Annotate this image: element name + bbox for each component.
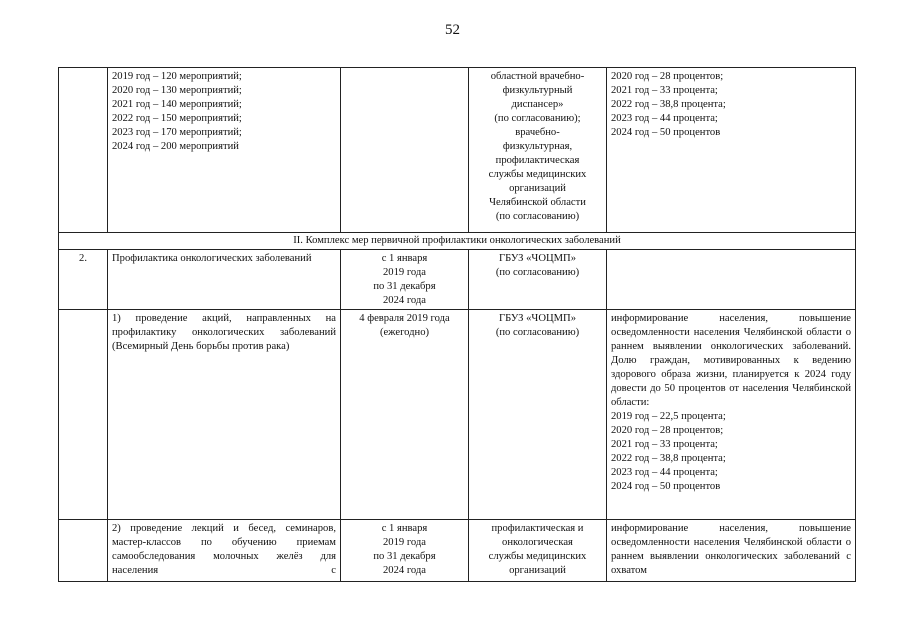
table-row-2 — [59, 250, 856, 310]
page-number: 52 — [445, 22, 460, 38]
row-number-cell: 2. — [59, 250, 108, 310]
result-paragraph: информирование населения, повышение осведомленности населения Челябинской области о раннем выявлении онкологических заболеваний. Долю граждан, мотивированных к ведению здорового образа жизни, планируется к 2024 году довести до 50 процентов от населения Челябинской области: — [611, 313, 851, 408]
executor-cell — [469, 68, 607, 233]
executor-line: ГБУЗ «ЧОЦМП» — [498, 253, 576, 264]
result-line: 2021 год – 33 процента; — [611, 439, 718, 450]
event-line: 2023 год – 170 мероприятий; — [112, 127, 242, 138]
row-number-cell — [59, 520, 108, 582]
row-number-cell — [59, 68, 108, 233]
event-line: 2022 год – 150 мероприятий; — [112, 113, 242, 124]
executor-cell — [469, 250, 607, 310]
period-line: 2024 года — [382, 565, 426, 576]
result-line: 2023 год – 44 процента; — [611, 467, 718, 478]
executor-line: (по согласованию); — [494, 113, 581, 124]
result-line: 2020 год – 28 процентов; — [611, 425, 724, 436]
period-line: (ежегодно) — [379, 327, 430, 338]
table-row-continuation — [59, 68, 856, 233]
event-line: 2019 год – 120 мероприятий; — [112, 71, 242, 82]
executor-line: службы медицинских — [488, 551, 587, 562]
executor-line: онкологическая — [502, 537, 573, 548]
result-line: 2022 год – 38,8 процента; — [611, 99, 726, 110]
result-cell — [607, 68, 856, 233]
executor-line: физкультурный — [502, 85, 573, 96]
period-line: 2019 года — [382, 537, 426, 548]
period-line: с 1 января — [381, 253, 428, 264]
period-line: с 1 января — [381, 523, 428, 534]
result-cell — [607, 250, 856, 310]
event-cell: Профилактика онкологических заболеваний — [108, 250, 341, 310]
executor-line: (по согласованию) — [495, 211, 580, 222]
result-cell: информирование населения, повышение осведомленности населения Челябинской области о раннем выявлении онкологических заболеваний с охватом — [607, 520, 856, 582]
period-line: 4 февраля 2019 года — [359, 313, 450, 324]
executor-cell — [469, 310, 607, 520]
executor-line: организаций — [509, 183, 566, 194]
result-line: 2020 год – 28 процентов; — [611, 71, 724, 82]
table-row-2-2 — [59, 520, 856, 582]
event-cell — [108, 68, 341, 233]
section-heading-row — [59, 233, 856, 250]
result-line: 2024 год – 50 процентов — [611, 127, 721, 138]
period-cell — [341, 310, 469, 520]
executor-line: (по согласованию) — [495, 267, 580, 278]
executor-line: ГБУЗ «ЧОЦМП» — [498, 313, 576, 324]
row-number-cell — [59, 310, 108, 520]
result-line: 2023 год – 44 процента; — [611, 113, 718, 124]
event-line: 2024 год – 200 мероприятий — [112, 141, 239, 152]
result-line: 2022 год – 38,8 процента; — [611, 453, 726, 464]
executor-line: профилактическая — [495, 155, 580, 166]
executor-cell — [469, 520, 607, 582]
event-line: 2020 год – 130 мероприятий; — [112, 85, 242, 96]
executor-line: Челябинской области — [489, 197, 586, 208]
executor-line: областной врачебно- — [490, 71, 585, 82]
period-cell — [341, 68, 469, 233]
period-cell — [341, 250, 469, 310]
executor-line: врачебно- — [515, 127, 560, 138]
event-cell: 1) проведение акций, направленных на профилактику онкологических заболеваний (Всемирный День борьбы против рака) — [108, 310, 341, 520]
executor-line: (по согласованию) — [495, 327, 580, 338]
executor-line: профилактическая и — [491, 523, 584, 534]
period-line: 2024 года — [382, 295, 426, 306]
executor-line: физкультурная, — [502, 141, 573, 152]
period-line: 2019 года — [382, 267, 426, 278]
period-line: по 31 декабря — [373, 551, 436, 562]
result-line: 2019 год – 22,5 процента; — [611, 411, 726, 422]
executor-line: службы медицинских — [488, 169, 587, 180]
executor-line: диспансер» — [511, 99, 564, 110]
measures-table — [58, 67, 856, 582]
result-line: 2021 год – 33 процента; — [611, 85, 718, 96]
event-cell: 2) проведение лекций и бесед, семинаров, мастер-классов по обучению приемам самообследования молочных желёз для населения с — [108, 520, 341, 582]
section-title: II. Комплекс мер первичной профилактики онкологических заболеваний — [59, 233, 856, 250]
executor-line: организаций — [509, 565, 566, 576]
result-line: 2024 год – 50 процентов — [611, 481, 721, 492]
period-cell — [341, 520, 469, 582]
period-line: по 31 декабря — [373, 281, 436, 292]
result-cell — [607, 310, 856, 520]
event-line: 2021 год – 140 мероприятий; — [112, 99, 242, 110]
table-row-2-1 — [59, 310, 856, 520]
